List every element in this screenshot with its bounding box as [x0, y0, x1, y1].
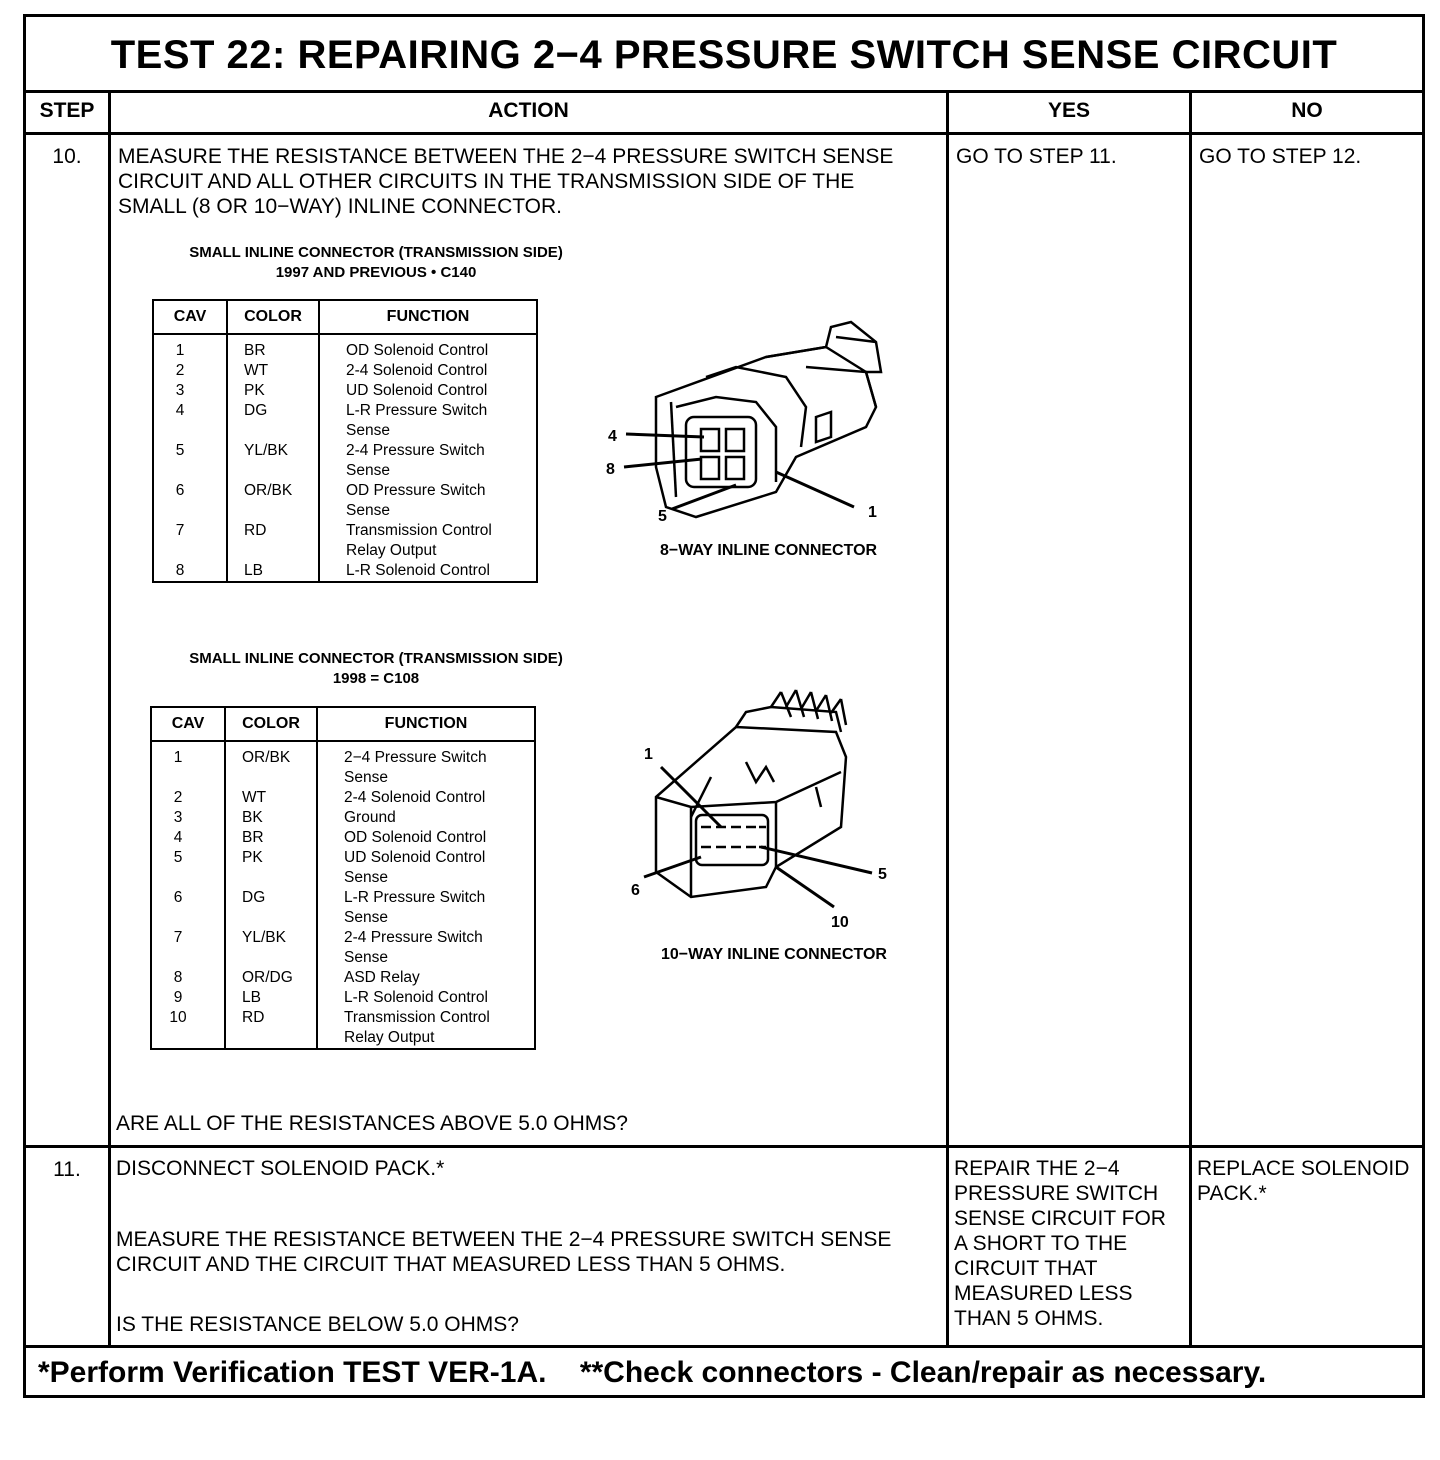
connector1-title: [126, 243, 626, 283]
table-row: 4 BR OD Solenoid Control: [151, 828, 535, 848]
step-number: 11.: [53, 1158, 81, 1181]
connector2-diagram-label: 10−WAY INLINE CONNECTOR: [661, 946, 887, 963]
column-header: CAV: [153, 300, 227, 334]
footer-note-connectors: **Check connectors - Clean/repair as necessary.: [579, 1356, 1267, 1389]
callout-label: 10: [831, 914, 849, 927]
column-divider: [946, 93, 949, 1346]
ten-way-connector-illustration: [596, 687, 896, 927]
table-row: 2 WT 2-4 Solenoid Control: [153, 361, 537, 381]
column-header: FUNCTION: [317, 707, 535, 741]
footer-note-verification: *Perform Verification TEST VER-1A.: [38, 1356, 547, 1389]
connector2-title-line2: 1998 = C108: [332, 670, 420, 687]
connector1-pinout-table: [152, 299, 538, 583]
table-row: 8 LB L-R Solenoid Control: [153, 561, 537, 582]
table-row: 7 RD Transmission Control Relay Output: [153, 521, 537, 561]
table-row: 4 DG L-R Pressure Switch Sense: [153, 401, 537, 441]
table-row: 1 OR/BK 2−4 Pressure Switch Sense: [151, 741, 535, 788]
step11-question: IS THE RESISTANCE BELOW 5.0 OHMS?: [116, 1313, 519, 1336]
header-step: STEP: [39, 99, 95, 122]
header-no: NO: [1291, 99, 1323, 122]
connector1-title-line1: SMALL INLINE CONNECTOR (TRANSMISSION SIDE): [189, 244, 563, 261]
column-header: CAV: [151, 707, 225, 741]
step10-yes: GO TO STEP 11.: [956, 145, 1117, 168]
table-row: 8 OR/DG ASD Relay: [151, 968, 535, 988]
callout-label: 1: [644, 746, 653, 763]
step11-action-line1: DISCONNECT SOLENOID PACK.*: [116, 1157, 445, 1180]
header-action: ACTION: [488, 99, 569, 122]
table-row: 5 PK UD Solenoid Control Sense: [151, 848, 535, 888]
column-divider: [108, 93, 111, 1346]
table-header: [26, 93, 1422, 135]
callout-label: 5: [658, 508, 667, 525]
table-row: 10 RD Transmission Control Relay Output: [151, 1008, 535, 1049]
step10-action-text: MEASURE THE RESISTANCE BETWEEN THE 2−4 PRESSURE SWITCH SENSE CIRCUIT AND ALL OTHER CIRCUITS IN THE TRANSMISSION SIDE OF THE SMALL (8 OR 10−WAY) INLINE CONNECTOR.: [118, 145, 894, 218]
table-row: 3 PK UD Solenoid Control: [153, 381, 537, 401]
page-title: TEST 22: REPAIRING 2−4 PRESSURE SWITCH SENSE CIRCUIT: [26, 17, 1422, 93]
callout-label: 8: [606, 461, 615, 478]
row-divider: [26, 1145, 1422, 1148]
connector2-title: [126, 649, 626, 689]
step10-no: GO TO STEP 12.: [1199, 145, 1362, 168]
table-row: 7 YL/BK 2-4 Pressure Switch Sense: [151, 928, 535, 968]
callout-label: 1: [868, 504, 877, 521]
callout-label: 4: [608, 428, 617, 445]
header-yes: YES: [1047, 99, 1091, 122]
callout-label: 6: [631, 882, 640, 899]
column-header: COLOR: [225, 707, 317, 741]
connector1-title-line2: 1997 AND PREVIOUS • C140: [275, 264, 477, 281]
table-row: 9 LB L-R Solenoid Control: [151, 988, 535, 1008]
table-row: 6 DG L-R Pressure Switch Sense: [151, 888, 535, 928]
column-divider: [1189, 93, 1192, 1346]
step11-action-line2: MEASURE THE RESISTANCE BETWEEN THE 2−4 PRESSURE SWITCH SENSE CIRCUIT AND THE CIRCUIT THAT MEASURED LESS THAN 5 OHMS.: [116, 1228, 892, 1276]
table-row: 1 BR OD Solenoid Control: [153, 334, 537, 361]
callout-label: 5: [878, 866, 887, 883]
step-number: 10.: [52, 145, 82, 168]
column-header: FUNCTION: [319, 300, 537, 334]
column-header: COLOR: [227, 300, 319, 334]
eight-way-connector-illustration: [576, 317, 916, 527]
connector2-pinout-table: [150, 706, 536, 1050]
test-sheet: [23, 14, 1425, 1398]
connector2-title-line1: SMALL INLINE CONNECTOR (TRANSMISSION SIDE): [189, 650, 563, 667]
connector1-diagram-label: 8−WAY INLINE CONNECTOR: [660, 542, 878, 559]
table-row: 6 OR/BK OD Pressure Switch Sense: [153, 481, 537, 521]
table-row: 3 BK Ground: [151, 808, 535, 828]
table-row: 2 WT 2-4 Solenoid Control: [151, 788, 535, 808]
step11-no: REPLACE SOLENOID PACK.*: [1197, 1157, 1410, 1205]
footer-notes: [26, 1348, 1422, 1398]
step10-question: ARE ALL OF THE RESISTANCES ABOVE 5.0 OHMS?: [116, 1112, 628, 1135]
step11-yes: REPAIR THE 2−4 PRESSURE SWITCH SENSE CIRCUIT FOR A SHORT TO THE CIRCUIT THAT MEASURED LESS THAN 5 OHMS.: [954, 1157, 1166, 1330]
table-row: 5 YL/BK 2-4 Pressure Switch Sense: [153, 441, 537, 481]
